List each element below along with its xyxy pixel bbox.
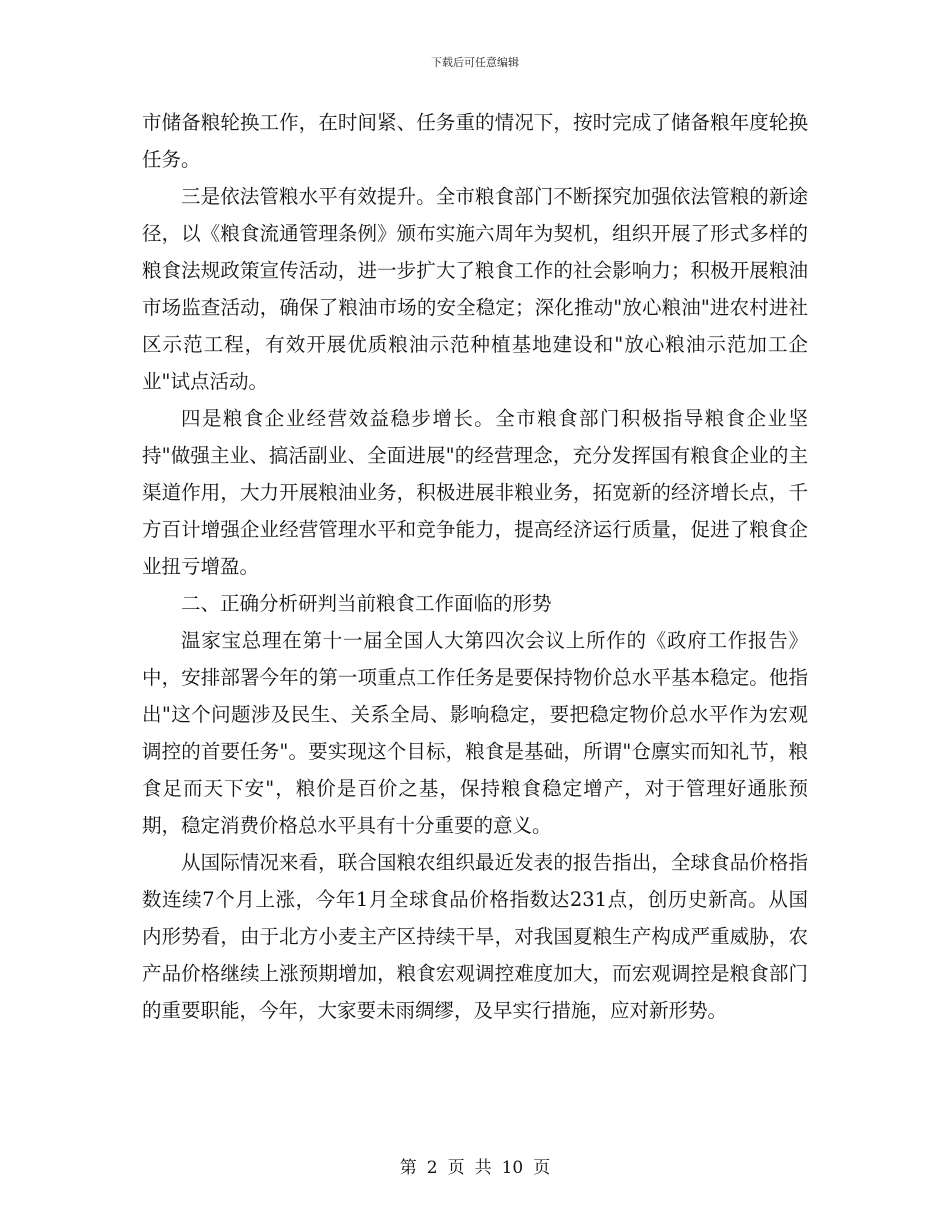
footer-suffix: 页	[533, 1158, 551, 1178]
footer-total-label: 共	[474, 1158, 492, 1178]
section-heading: 二、正确分析研判当前粮食工作面临的形势	[181, 592, 552, 615]
paragraph-4: 温家宝总理在第十一届全国人大第四次会议上所作的《政府工作报告》中，安排部署今年的第一项重点工作任务是要保持物价总水平基本稳定。他指出"这个问题涉及民生、关系全局、影响稳定，要把稳定物价总水平作为宏观调控的首要任务"。要实现这个目标，粮食是基础，所谓"仓廪实而知礼节，粮食足而天下安"，粮价是百价之基，保持粮食稳定增产，对于管理好通胀预期，稳定消费价格总水平具有十分重要的意义。	[142, 629, 808, 837]
total-pages-number: 10	[501, 1158, 524, 1178]
page-header: 下载后可任意编辑	[431, 56, 519, 69]
footer-prefix: 第	[399, 1158, 417, 1178]
paragraph-3: 四是粮食企业经营效益稳步增长。全市粮食部门积极指导粮食企业坚持"做强主业、搞活副业、全面进展"的经营理念，充分发挥国有粮食企业的主渠道作用，大力开展粮油业务，积极进展非粮业务，拓宽新的经济增长点，千方百计增强企业经营管理水平和竞争能力，提高经济运行质量，促进了粮食企业扭亏增盈。	[142, 407, 808, 578]
paragraph-1: 市储备粮轮换工作，在时间紧、任务重的情况下，按时完成了储备粮年度轮换任务。	[142, 111, 808, 171]
current-page-number: 2	[426, 1158, 438, 1178]
paragraph-2: 三是依法管粮水平有效提升。全市粮食部门不断探究加强依法管粮的新途径，以《粮食流通管理条例》颁布实施六周年为契机，组织开展了形式多样的粮食法规政策宣传活动，进一步扩大了粮食工作的社会影响力；积极开展粮油市场监查活动，确保了粮油市场的安全稳定；深化推动"放心粮油"进农村进社区示范工程，有效开展优质粮油示范种植基地建设和"放心粮油示范加工企业"试点活动。	[142, 185, 808, 393]
document-body	[142, 104, 808, 1029]
footer-page-label: 页	[447, 1158, 465, 1178]
page-footer	[0, 1153, 950, 1178]
paragraph-5: 从国际情况来看，联合国粮农组织最近发表的报告指出，全球食品价格指数连续7个月上涨，今年1月全球食品价格指数达231点，创历史新高。从国内形势看，由于北方小麦主产区持续干旱，对我国夏粮生产构成严重威胁，农产品价格继续上涨预期增加，粮食宏观调控难度加大，而宏观调控是粮食部门的重要职能，今年，大家要未雨绸缪，及早实行措施，应对新形势。	[142, 851, 808, 1022]
